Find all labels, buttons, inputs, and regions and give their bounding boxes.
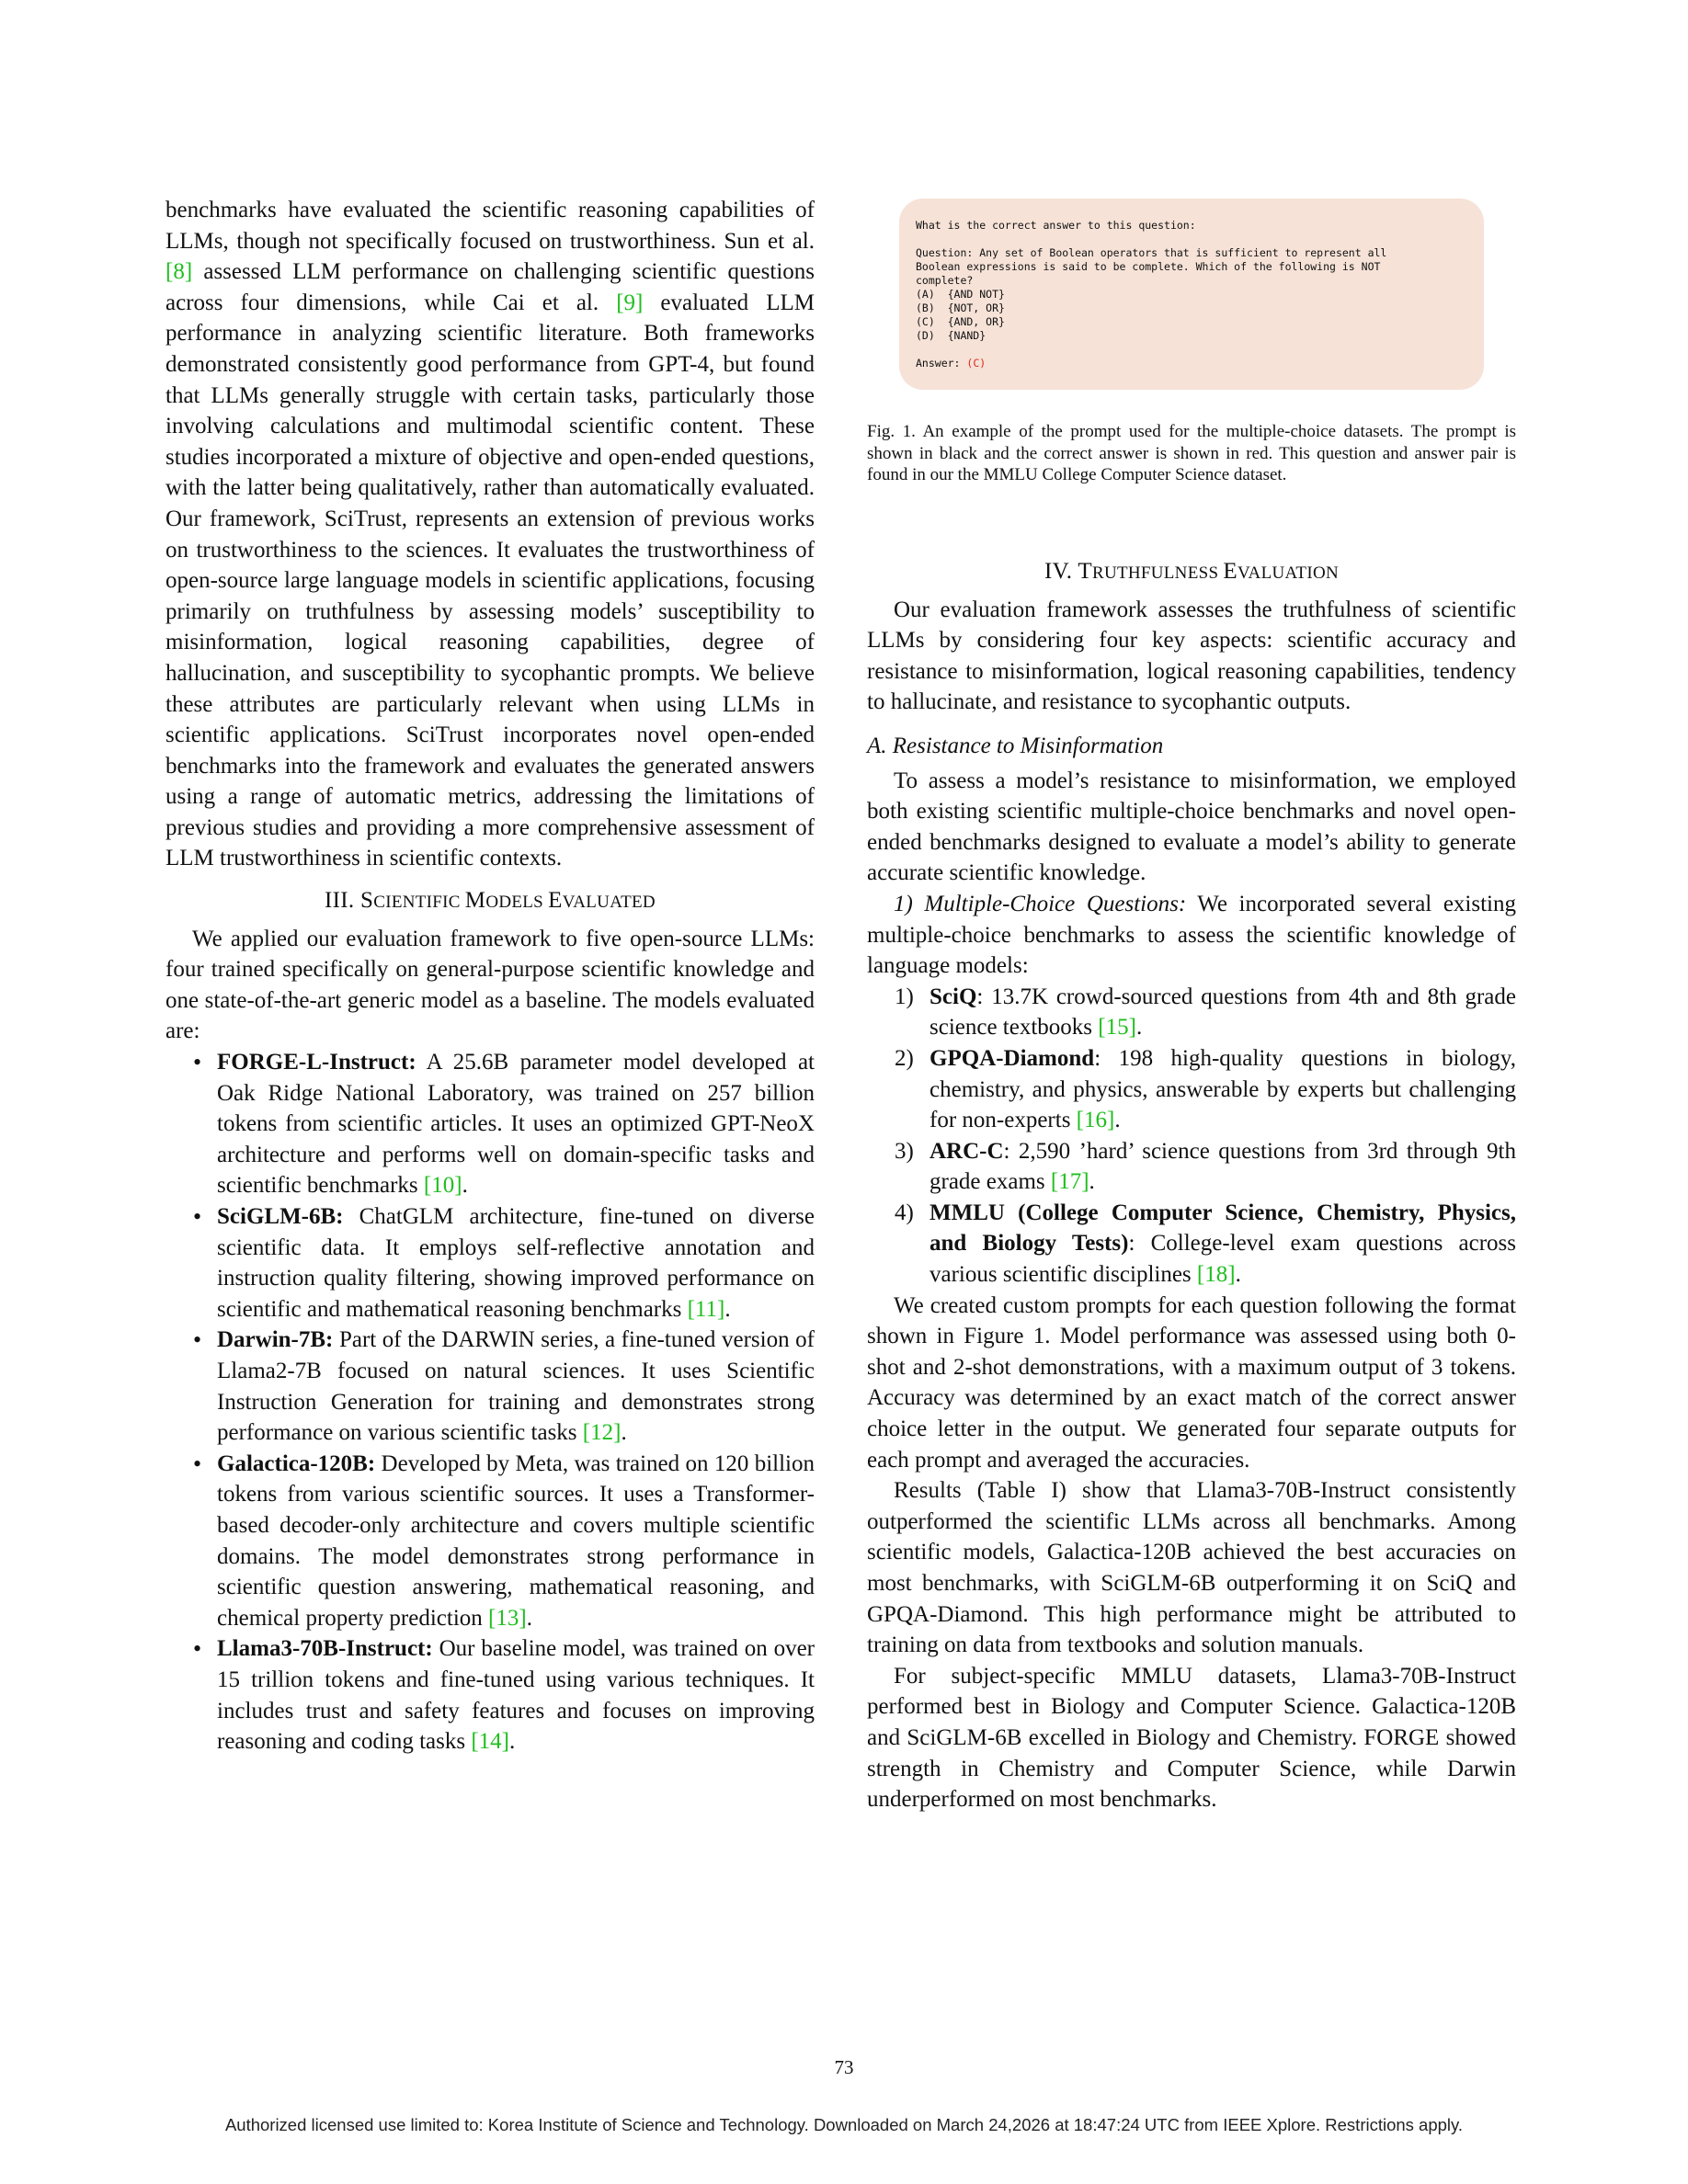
prompt-method-paragraph: We created custom prompts for each question following the format shown in Figure 1. Model performance was assessed using both 0-shot and 2-shot demonstrations, with a maximum output of 3 tokens. Accuracy was determined by an exact match of the correct answer choice letter in the output. We generated four separate outputs for each prompt and averaged the accuracies. xyxy=(867,1292,1516,1473)
list-item: • Galactica-120B: Developed by Meta, was trained on 120 billion tokens from various scientific sources. It uses a Transformer-based decoder-only architecture and covers multiple scientific domains. The model demonstrates strong performance in scientific question answering, mathematical reasoning, and chemical property prediction [13]. xyxy=(165,1449,815,1634)
section-heading-models: III. SCIENTIFIC MODELS EVALUATED xyxy=(325,888,656,914)
list-item: 1) SciQ: 13.7K crowd-sourced questions from 4th and 8th grade science textbooks [15]. xyxy=(895,984,1516,1041)
citation-link[interactable]: [16] xyxy=(1076,1108,1115,1133)
results-paragraph: Results (Table I) show that Llama3-70B-Instruct consistently outperformed the scientific LLMs across all benchmarks. Among scientific models, Galactica-120B achieved the best accuracies on most benchmarks, with SciGLM-6B outperforming it on SciQ and GPQA-Diamond. This high performance might be attributed to training on data from textbooks and solution manuals. xyxy=(867,1478,1516,1658)
citation-link[interactable]: [8] xyxy=(165,259,193,285)
list-item: 4) MMLU (College Computer Science, Chemistry, Physics, and Biology Tests): College-level exam questions across various scientific disciplines [18]. xyxy=(895,1200,1516,1288)
citation-link[interactable]: [17] xyxy=(1050,1169,1089,1195)
citation-link[interactable]: [9] xyxy=(616,290,644,315)
list-item: • Darwin-7B: Part of the DARWIN series, a fine-tuned version of Llama2-7B focused on natural sciences. It uses Scientific Instruction Generation for training and demonstrates strong performance on various scientific tasks [12]. xyxy=(165,1325,815,1448)
misinformation-paragraph: To assess a model’s resistance to misinformation, we employed both existing scientific multiple-choice benchmarks and novel open-ended benchmarks designed to evaluate a model’s ability to generate accurate scientific knowledge. xyxy=(867,768,1516,886)
left-column xyxy=(165,195,815,1757)
prompt-figure: What is the correct answer to this question: Question: Any set of Boolean operators that is sufficient to represent all Boolean expressions is said to be complete. Which of the following is NOT complete? (A) {AND NOT} (B) {NOT, OR} (C) {AND, OR} (D) {NAND} Answer: (C) xyxy=(899,199,1484,390)
correct-answer: (C) xyxy=(966,357,987,370)
citation-link[interactable]: [12] xyxy=(582,1420,622,1446)
citation-link[interactable]: [13] xyxy=(488,1605,527,1631)
citation-link[interactable]: [18] xyxy=(1196,1262,1236,1288)
multiple-choice-paragraph: 1) Multiple-Choice Questions: We incorporated several existing multiple-choice benchmarks to assess the scientific knowledge of language models: xyxy=(867,891,1516,979)
section-heading-truthfulness: IV. TRUTHFULNESS EVALUATION xyxy=(1044,559,1339,584)
list-item: • FORGE-L-Instruct: A 25.6B parameter model developed at Oak Ridge National Laboratory, was trained on 257 billion tokens from scientific articles. It uses an optimized GPT-NeoX architecture and performs well on domain-specific tasks and scientific benchmarks [10]. xyxy=(165,1047,815,1201)
subsection-heading-misinformation: A. Resistance to Misinformation xyxy=(867,733,1164,758)
citation-link[interactable]: [10] xyxy=(423,1173,462,1199)
right-column xyxy=(867,556,1516,1815)
intro-paragraph: benchmarks have evaluated the scientific reasoning capabilities of LLMs, though not specifically focused on trustworthiness. Sun et al. [8] assessed LLM performance on challenging scientific questions across four dimensions, while Cai et al. [9] evaluated LLM performance in analyzing scientific literature. Both frameworks demonstrated consistently good performance from GPT-4, but found that LLMs generally struggle with certain tasks, particularly those involving calculations and multimodal scientific content. These studies incorporated a mixture of objective and open-ended questions, with the latter being qualitatively, rather than automatically evaluated. Our framework, SciTrust, represents an extension of previous works on trustworthiness to the sciences. It evaluates the trustworthiness of open-source large language models in scientific applications, focusing primarily on truthfulness by assessing models’ susceptibility to misinformation, logical reasoning capabilities, degree of hallucination, and susceptibility to sycophantic prompts. We believe these attributes are particularly relevant when using LLMs in scientific applications. SciTrust incorporates novel open-ended benchmarks into the framework and evaluates the generated answers using a range of automatic metrics, addressing the limitations of previous studies and providing a more comprehensive assessment of LLM trustworthiness in scientific contexts. xyxy=(165,198,815,871)
list-item: 2) GPQA-Diamond: 198 high-quality questions in biology, chemistry, and physics, answerable by experts but challenging for non-experts [16]. xyxy=(895,1045,1516,1133)
list-item: • Llama3-70B-Instruct: Our baseline model, was trained on over 15 trillion tokens and fine-tuned using various techniques. It includes trust and safety features and focuses on improving reasoning and coding tasks [14]. xyxy=(165,1633,815,1757)
benchmark-list xyxy=(867,982,1516,1291)
subject-results-paragraph: For subject-specific MMLU datasets, Llama3-70B-Instruct performed best in Biology and Computer Science. Galactica-120B and SciGLM-6B excelled in Biology and Chemistry. FORGE showed strength in Chemistry and Computer Science, while Darwin underperformed on most benchmarks. xyxy=(867,1663,1516,1813)
list-item: • SciGLM-6B: ChatGLM architecture, fine-tuned on diverse scientific data. It employs self-reflective annotation and instruction quality filtering, showing improved performance on scientific and mathematical reasoning benchmarks [11]. xyxy=(165,1201,815,1325)
citation-link[interactable]: [11] xyxy=(687,1296,725,1322)
page-number: 73 xyxy=(834,2056,854,2078)
citation-link[interactable]: [15] xyxy=(1098,1015,1136,1041)
citation-link[interactable]: [14] xyxy=(471,1729,509,1755)
license-footer: Authorized licensed use limited to: Korea Institute of Science and Technology. Downloaded on March 24,2026 at 18:47:24 UTC from IEEE Xplore. Restrictions apply. xyxy=(224,2115,1464,2134)
list-item: 3) ARC-C: 2,590 ’hard’ science questions from 3rd through 9th grade exams [17]. xyxy=(895,1138,1516,1195)
truthfulness-intro-paragraph: Our evaluation framework assesses the truthfulness of scientific LLMs by considering four key aspects: scientific accuracy and resistance to misinformation, logical reasoning capabilities, tendency to hallucinate, and resistance to sycophantic outputs. xyxy=(867,597,1516,715)
models-list xyxy=(165,1047,815,1757)
figure-caption: Fig. 1. An example of the prompt used for the multiple-choice datasets. The prompt is shown in black and the correct answer is shown in red. This question and answer pair is found in our the MMLU College Computer Science dataset. xyxy=(867,422,1516,484)
models-intro-paragraph: We applied our evaluation framework to five open-source LLMs: four trained specifically on general-purpose scientific knowledge and one state-of-the-art generic model as a baseline. The models evaluated are: xyxy=(165,926,815,1044)
